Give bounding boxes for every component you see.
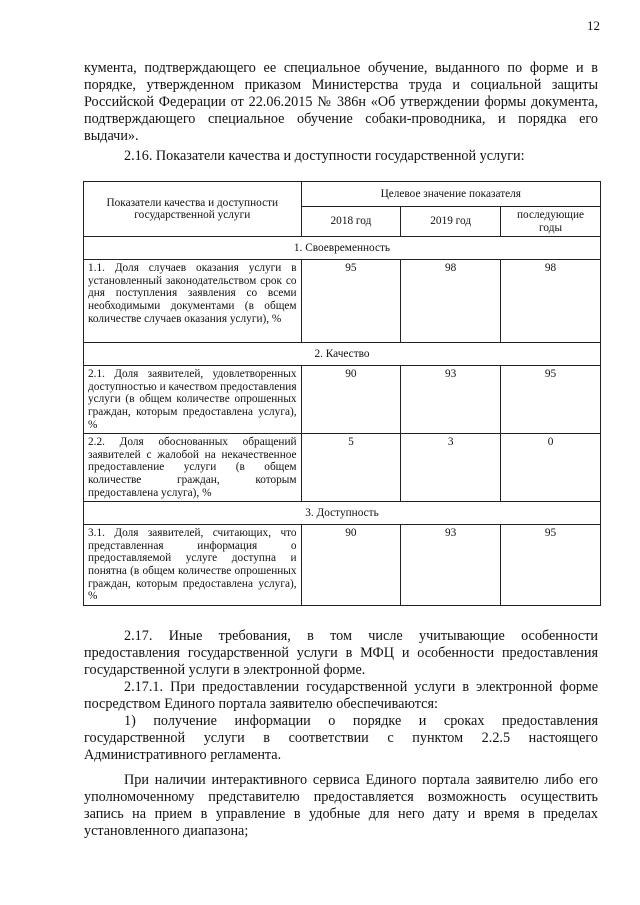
value-2019: 93: [401, 525, 501, 606]
value-2018: 90: [301, 366, 401, 434]
table-row: [84, 366, 601, 434]
header-year-next: последующие годы: [501, 207, 601, 237]
page-number: 12: [587, 18, 600, 33]
table-row: [84, 434, 601, 502]
section-row: [84, 237, 601, 260]
value-2019: 98: [401, 260, 501, 343]
paragraph-2-17: 2.17. Иные требования, в том числе учитывающие особенности предоставления государственной услуги в МФЦ и особенности предоставления государственной услуги в электронной форме.: [84, 628, 598, 678]
paragraph-interactive-service: При наличии интерактивного сервиса Единого портала заявителю либо его уполномоченному представителю предоставляется возможность осуществить запись на прием в управление в удобные для него дату и время в пределах установленного диапазона;: [84, 772, 598, 839]
section-title: 2. Качество: [84, 343, 601, 366]
header-year-2018: 2018 год: [301, 207, 401, 237]
header-indicator: Показатели качества и доступности государственной услуги: [84, 182, 302, 237]
section-title: 1. Своевременность: [84, 237, 601, 260]
table-row: [84, 260, 601, 343]
section-title: 3. Доступность: [84, 502, 601, 525]
indicator-text: 2.1. Доля заявителей, удовлетворенных доступностью и качеством предоставления услуги (в общем количестве опрошенных граждан, которым предоставлена услуга), %: [84, 366, 302, 434]
intro-text: [84, 60, 598, 145]
section-heading: 2.16. Показатели качества и доступности государственной услуги:: [124, 148, 525, 164]
indicator-text: 3.1. Доля заявителей, считающих, что представленная информация о предоставляемой услуге доступна и понятна (в общем количестве опрошенных граждан, которым предоставлена услуга), %: [84, 525, 302, 606]
value-next: 0: [501, 434, 601, 502]
header-year-2019: 2019 год: [401, 207, 501, 237]
value-2018: 5: [301, 434, 401, 502]
body-text: [84, 628, 598, 840]
section-row: [84, 502, 601, 525]
indicator-text: 2.2. Доля обоснованных обращений заявителей с жалобой на некачественное предоставление услуги (в общем количестве граждан, которым предоставлена услуга), %: [84, 434, 302, 502]
value-next: 95: [501, 525, 601, 606]
section-heading-block: [84, 148, 598, 165]
paragraph-item-1: 1) получение информации о порядке и сроках предоставления государственной услуги в соответствии с пунктом 2.2.5 настоящего Административного регламента.: [84, 713, 598, 763]
table-header-row: [84, 182, 601, 207]
value-2018: 95: [301, 260, 401, 343]
indicator-text: 1.1. Доля случаев оказания услуги в установленный законодательством срок со дня поступления заявления со всеми необходимыми документами (в общем количестве случаев оказания услуги), %: [84, 260, 302, 343]
intro-paragraph: кумента, подтверждающего ее специальное обучение, выданного по форме и в порядке, утвержденном приказом Министерства труда и социальной защиты Российской Федерации от 22.06.2015 № 386н «Об утверждении формы документа, подтверждающего специальное обучение собаки-проводника, и порядка его выдачи».: [84, 60, 598, 144]
value-next: 95: [501, 366, 601, 434]
quality-indicators-table: [83, 181, 601, 606]
table-row: [84, 525, 601, 606]
value-2019: 93: [401, 366, 501, 434]
paragraph-2-17-1: 2.17.1. При предоставлении государственной услуги в электронной форме посредством Единого портала заявителю обеспечиваются:: [84, 679, 598, 712]
section-row: [84, 343, 601, 366]
value-2019: 3: [401, 434, 501, 502]
header-target: Целевое значение показателя: [301, 182, 600, 207]
value-next: 98: [501, 260, 601, 343]
value-2018: 90: [301, 525, 401, 606]
